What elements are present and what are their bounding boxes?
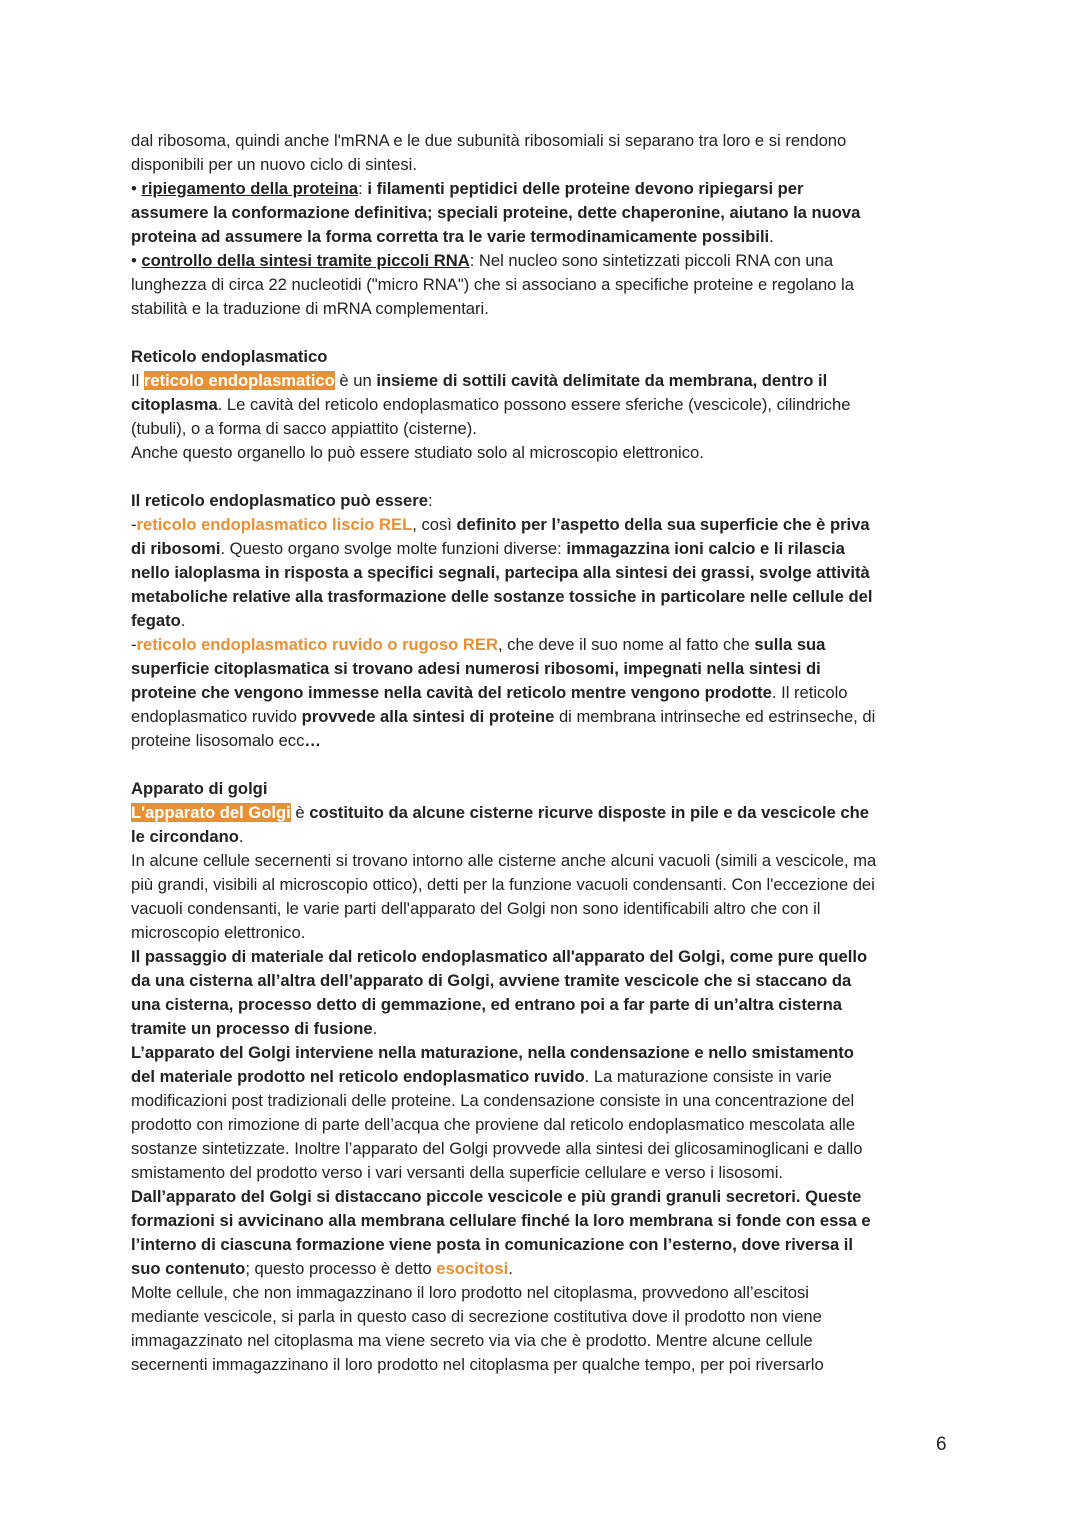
blank-line (131, 753, 951, 777)
text-run: l’interno di ciascuna formazione viene posta in comunicazione con l’esterno, dove riversa il (131, 1235, 854, 1254)
text-run: ; questo processo è detto (245, 1259, 437, 1278)
text-run: sulla sua (754, 635, 826, 654)
text-run: definito per l’aspetto della sua superficie che è priva (456, 515, 870, 534)
text-line (131, 1017, 951, 1041)
text-run: Apparato di golgi (131, 779, 268, 798)
text-run: esocitosi (436, 1259, 509, 1278)
text-line (131, 177, 951, 201)
text-line (131, 825, 951, 849)
text-run: più grandi, visibili al microscopio ottico), detti per la funzione vacuoli condensanti. Con l'eccezione dei (131, 875, 875, 894)
text-line (131, 561, 951, 585)
text-run: suo contenuto (131, 1259, 246, 1278)
text-line (131, 633, 951, 657)
text-line (131, 273, 951, 297)
text-run: metaboliche relative alla trasformazione delle sostanze tossiche in particolare nelle cellule del (131, 587, 873, 606)
text-run: Il passaggio di materiale dal reticolo endoplasmatico all'apparato del Golgi, come pure quello (131, 947, 868, 966)
text-run: . (769, 227, 774, 246)
text-line (131, 249, 951, 273)
text-run: • (131, 251, 142, 270)
text-line (131, 1281, 951, 1305)
text-line (131, 609, 951, 633)
text-line (131, 945, 951, 969)
text-run: L'apparato del Golgi (131, 803, 291, 822)
text-line (131, 1353, 951, 1377)
text-line (131, 201, 951, 225)
text-run: superficie citoplasmatica si trovano adesi numerosi ribosomi, impegnati nella sintesi di (131, 659, 821, 678)
text-run: da una cisterna all’altra dell’apparato di Golgi, avviene tramite vescicole che si staccano da (131, 971, 852, 990)
text-run: formazioni si avvicinano alla membrana cellulare finché la loro membrana si fonde con essa e (131, 1211, 871, 1230)
text-run: . Questo organo svolge molte funzioni diverse: (220, 539, 567, 558)
text-run: . (238, 827, 244, 846)
text-line (131, 153, 951, 177)
text-line (131, 297, 951, 321)
text-line (131, 873, 951, 897)
text-run: prodotto con rimozione di parte dell’acqua che proviene dal reticolo endoplasmatico mescolata alle (131, 1115, 856, 1134)
text-run: immagazzinato nel citoplasma ma viene secreto via via che è prodotto. Mentre alcune cellule (131, 1331, 813, 1350)
text-run: proteine che vengono immesse nella cavità del reticolo mentre vengono prodotte (131, 683, 772, 702)
text-run: Reticolo endoplasmatico (131, 347, 328, 366)
text-run: insieme di sottili cavità delimitate da membrana, dentro il (376, 371, 828, 390)
text-run: una cisterna, processo detto di gemmazione, ed entrano poi a far parte di un’altra cisterna (131, 995, 842, 1014)
text-run: di ribosomi (131, 539, 221, 558)
text-line (131, 969, 951, 993)
text-line (131, 681, 951, 705)
text-line (131, 801, 951, 825)
text-line (131, 849, 951, 873)
text-run: endoplasmatico ruvido (131, 707, 302, 726)
text-run: proteine lisosomalo ecc (131, 731, 305, 750)
text-run: - (131, 635, 137, 654)
text-line (131, 1113, 951, 1137)
text-line (131, 1065, 951, 1089)
text-run: mediante vescicole, si parla in questo caso di secrezione costitutiva dove il prodotto non viene (131, 1307, 822, 1326)
text-line (131, 441, 951, 465)
text-run: tramite un processo di fusione (131, 1019, 373, 1038)
text-line (131, 1209, 951, 1233)
text-line (131, 225, 951, 249)
text-run: nello ialoplasma in risposta a specifici segnali, partecipa alla sintesi dei grassi, svolge attività (131, 563, 870, 582)
text-line (131, 1329, 951, 1353)
text-run: . La maturazione consiste in varie (584, 1067, 832, 1086)
text-line (131, 345, 951, 369)
text-run: Anche questo organello lo può essere studiato solo al microscopio elettronico. (131, 443, 704, 462)
text-line (131, 1161, 951, 1185)
text-run: smistamento del prodotto verso i vari versanti della superficie cellulare e verso i lisosomi. (131, 1163, 784, 1182)
text-run: disponibili per un nuovo ciclo di sintesi. (131, 155, 417, 174)
text-line (131, 1257, 951, 1281)
document-body (131, 129, 951, 1377)
text-line (131, 129, 951, 153)
text-run: . (372, 1019, 378, 1038)
text-run: In alcune cellule secernenti si trovano intorno alle cisterne anche alcuni vacuoli (simili a vescicole, ma (131, 851, 877, 870)
text-line (131, 729, 951, 753)
text-line (131, 369, 951, 393)
text-run: : Nel nucleo sono sintetizzati piccoli RNA con una (469, 251, 834, 270)
text-run: microscopio elettronico. (131, 923, 306, 942)
text-run: i filamenti peptidici delle proteine devono ripiegarsi per (367, 179, 804, 198)
text-run: citoplasma (131, 395, 218, 414)
text-line (131, 537, 951, 561)
page-number: 6 (936, 1434, 947, 1455)
text-run: . Le cavità del reticolo endoplasmatico possono essere sferiche (vescicole), cilindriche (217, 395, 851, 414)
blank-line (131, 321, 951, 345)
text-run: di membrana intrinseche ed estrinseche, di (554, 707, 876, 726)
text-line (131, 1305, 951, 1329)
text-line (131, 657, 951, 681)
text-line (131, 417, 951, 441)
text-run: assumere la conformazione definitiva; speciali proteine, dette chaperonine, aiutano la nuova (131, 203, 861, 222)
text-run: fegato (131, 611, 181, 630)
text-run: secernenti immagazzinano il loro prodotto nel citoplasma per qualche tempo, per poi riversarlo (131, 1355, 824, 1374)
text-run: dal ribosoma, quindi anche l'mRNA e le due subunità ribosomiali si separano tra loro e si rendono (131, 131, 847, 150)
blank-line (131, 465, 951, 489)
text-line (131, 1089, 951, 1113)
text-run: sostanze sintetizzate. Inoltre l’apparato del Golgi provvede alla sintesi dei glicosaminoglicani e dallo (131, 1139, 863, 1158)
text-run: : (427, 491, 433, 510)
text-run: costituito da alcune cisterne ricurve disposte in pile e da vescicole che (309, 803, 869, 822)
text-run: . (180, 611, 186, 630)
text-run: . Il reticolo (771, 683, 848, 702)
text-run: . (508, 1259, 513, 1278)
text-line (131, 1137, 951, 1161)
text-run: vacuoli condensanti, le varie parti dell'apparato del Golgi non sono identificabili altro che con il (131, 899, 821, 918)
text-run: (tubuli), o a forma di sacco appiattito (cisterne). (131, 419, 477, 438)
text-line (131, 513, 951, 537)
text-run: … (304, 731, 321, 750)
text-run: modificazioni post tradizionali delle proteine. La condensazione consiste in una concentrazione del (131, 1091, 855, 1110)
text-line (131, 1041, 951, 1065)
text-run: Molte cellule, che non immagazzinano il loro prodotto nel citoplasma, provvedono all’escitosi (131, 1283, 809, 1302)
text-line (131, 393, 951, 417)
text-run: , che deve il suo nome al fatto che (497, 635, 755, 654)
text-run: è (290, 803, 310, 822)
text-line (131, 1185, 951, 1209)
text-line (131, 897, 951, 921)
text-line (131, 585, 951, 609)
text-run: provvede alla sintesi di proteine (301, 707, 555, 726)
text-line (131, 993, 951, 1017)
text-run: reticolo endoplasmatico liscio REL (136, 515, 413, 534)
text-line (131, 1233, 951, 1257)
text-line (131, 777, 951, 801)
text-run: • (131, 179, 142, 198)
text-run: le circondano (131, 827, 239, 846)
text-run: lunghezza di circa 22 nucleotidi ("micro RNA") che si associano a specifiche proteine e regolano la (131, 275, 854, 294)
text-run: reticolo endoplasmatico ruvido o rugoso RER (136, 635, 498, 654)
text-run: immagazzina ioni calcio e li rilascia (566, 539, 845, 558)
text-run: Il reticolo endoplasmatico può essere (131, 491, 428, 510)
text-run: : (358, 179, 368, 198)
text-run: Il (131, 371, 144, 390)
text-line (131, 921, 951, 945)
text-run: - (131, 515, 137, 534)
text-run: è un (334, 371, 377, 390)
text-run: L’apparato del Golgi interviene nella maturazione, nella condensazione e nello smistamento (131, 1043, 854, 1062)
text-run: del materiale prodotto nel reticolo endoplasmatico ruvido (131, 1067, 585, 1086)
text-run: stabilità e la traduzione di mRNA complementari. (131, 299, 489, 318)
text-run: Dall’apparato del Golgi si distaccano piccole vescicole e più grandi granuli secretori. Queste (131, 1187, 862, 1206)
text-line (131, 705, 951, 729)
text-run: proteina ad assumere la forma corretta tra le varie termodinamicamente possibili (131, 227, 770, 246)
text-run: ripiegamento della proteina (141, 179, 359, 198)
text-run: reticolo endoplasmatico (143, 371, 335, 390)
text-line (131, 489, 951, 513)
text-run: , così (412, 515, 457, 534)
text-run: controllo della sintesi tramite piccoli RNA (141, 251, 470, 270)
